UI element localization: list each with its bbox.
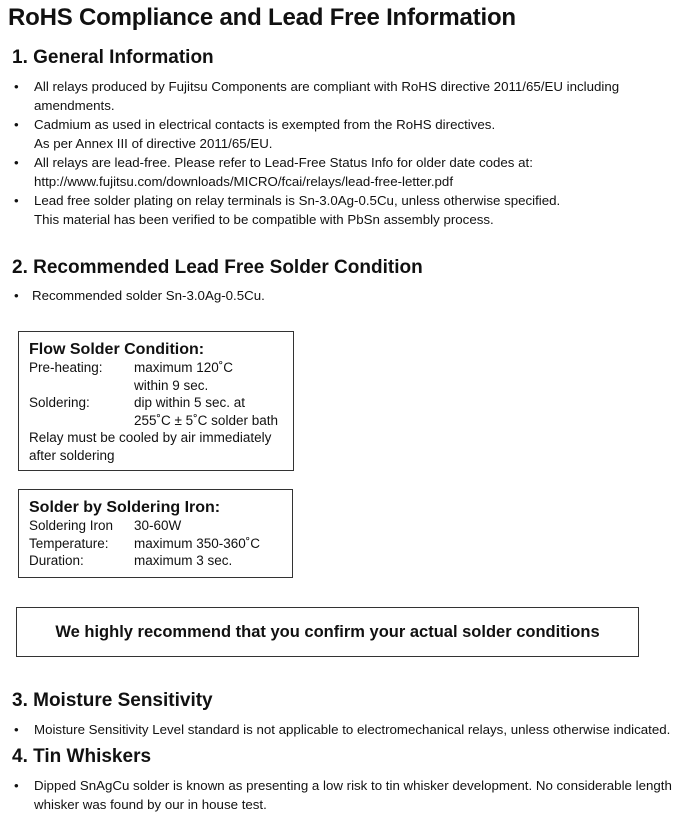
list-item: • All relays produced by Fujitsu Components are compliant with RoHS directive 2011/65/EU including amendments.: [12, 77, 696, 115]
section-heading-general: 1. General Information: [12, 47, 214, 68]
section-heading-tin-whiskers: 4. Tin Whiskers: [12, 746, 152, 767]
general-list: [12, 77, 696, 229]
recommendation-box: We highly recommend that you confirm your actual solder conditions: [16, 607, 639, 657]
list-item: • Cadmium as used in electrical contacts is exempted from the RoHS directives. As per Annex III of directive 2011/65/EU.: [12, 115, 696, 153]
list-item: • Dipped SnAgCu solder is known as presenting a low risk to tin whisker development. No considerable length whisker was found by our in house test.: [12, 776, 696, 814]
section-heading-moisture: 3. Moisture Sensitivity: [12, 690, 213, 711]
list-item: • All relays are lead-free. Please refer to Lead-Free Status Info for older date codes at: http://www.fujitsu.com/downloads/MICRO/fcai/relays/lead-free-letter.pdf: [12, 153, 696, 191]
soldering-iron-box: Solder by Soldering Iron: Soldering Iron 30-60W Temperature: maximum 350-360˚C Duration: maximum 3 sec.: [18, 489, 293, 578]
section-heading-solder: 2. Recommended Lead Free Solder Condition: [12, 257, 423, 278]
list-item: • Recommended solder Sn-3.0Ag-0.5Cu.: [12, 286, 696, 305]
list-item: • Lead free solder plating on relay terminals is Sn-3.0Ag-0.5Cu, unless otherwise specified. This material has been verified to be compatible with PbSn assembly process.: [12, 191, 696, 229]
flow-solder-box: Flow Solder Condition: Pre-heating: maximum 120˚C within 9 sec. Soldering: dip within 5 sec. at 255˚C ± 5˚C solder bath Relay must be cooled by air immediately after soldering: [18, 331, 294, 471]
list-item: • Moisture Sensitivity Level standard is not applicable to electromechanical relays, unless otherwise indicated.: [12, 720, 696, 739]
page-title: RoHS Compliance and Lead Free Information: [8, 4, 516, 31]
lead-free-link[interactable]: http://www.fujitsu.com/downloads/MICRO/fcai/relays/lead-free-letter.pdf: [34, 174, 454, 189]
